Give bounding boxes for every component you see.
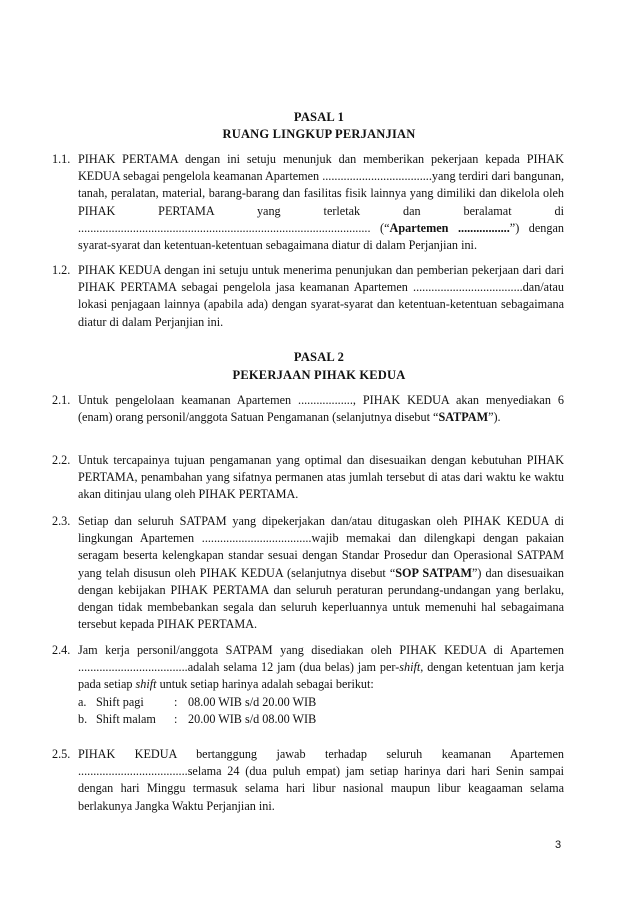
pasal-2-subtitle: PEKERJAAN PIHAK KEDUA <box>232 368 406 382</box>
clause-2-1 <box>52 392 564 426</box>
clause-text: PIHAK KEDUA dengan ini setuju untuk menerima penunjukan dan pemberian pekerjaan dari dari PIHAK PERTAMA sebagai pengelola jasa keamanan Apartemen ....................................dan/atau lokasi penjagaan lainnya (apabila ada) dengan syarat-syarat dan ketentuan-ketentuan sebagaimana diatur di dalam Perjanjian ini. <box>78 263 564 329</box>
clause-1-2 <box>52 262 564 331</box>
clause-text: PIHAK PERTAMA dengan ini setuju menunjuk dan memberikan pekerjaan kepada PIHAK KEDUA sebagai pengelola keamanan Apartemen ....................................yang terdiri dari bangunan, tanah, peralatan, material, barang-barang dan fasilitas fisik lainnya yang dimiliki dan dikelola oleh PIHAK PERTAMA yang terletak dan beralamat di ................................................................................................ (“Apartemen .................”) dengan syarat-syarat dan ketentuan-ketentuan sebagaimana diatur di dalam Perjanjian ini. <box>78 152 565 253</box>
clause-2-5 <box>52 746 564 815</box>
shift-row-night: b. Shift malam : 20.00 WIB s/d 08.00 WIB <box>78 711 317 726</box>
clause-number: 2.2. <box>52 453 71 467</box>
clause-text: Setiap dan seluruh SATPAM yang dipekerjakan dan/atau ditugaskan oleh PIHAK KEDUA di lingkungan Apartemen ....................................wajib memakai dan dilengkapi dengan pakaian seragam beserta kelengkapan standar sesuai dengan Standar Prosedur dan Operasional SATPAM yang telah disusun oleh PIHAK KEDUA (selanjutnya disebut “SOP SATPAM”) dan disesuaikan dengan kebijakan PIHAK PERTAMA dan seluruh peraturan perundang-undangan yang berlaku, dengan tidak membebankan segala dan seluruh keperluannya untuk memenuhi hal sebagaimana tersebut kepada PIHAK PERTAMA. <box>78 514 564 632</box>
clause-number: 2.5. <box>52 747 71 761</box>
clause-number: 2.3. <box>52 514 71 528</box>
page-number: 3 <box>555 839 562 851</box>
clause-1-1 <box>52 151 565 254</box>
pasal-1-title: PASAL 1 <box>293 110 345 124</box>
pasal-1-subtitle: RUANG LINGKUP PERJANJIAN <box>222 127 416 141</box>
clause-text: Untuk tercapainya tujuan pengamanan yang optimal dan disesuaikan dengan kebutuhan PIHAK PERTAMA, penambahan yang sifatnya permanen atas jumlah tersebut di atas dari waktu ke waktu akan ditinjau ulang oleh PIHAK PERTAMA. <box>78 453 564 502</box>
clause-number: 1.2. <box>52 263 71 277</box>
clause-text: Untuk pengelolaan keamanan Apartemen .................., PIHAK KEDUA akan menyediakan 6 (enam) orang personil/anggota Satuan Pengamanan (selanjutnya disebut “SATPAM”). <box>78 393 564 425</box>
clause-number: 1.1. <box>52 152 71 166</box>
pasal-2-title: PASAL 2 <box>293 350 345 364</box>
clause-number: 2.1. <box>52 393 71 407</box>
clause-number: 2.4. <box>52 643 71 657</box>
clause-text: Jam kerja personil/anggota SATPAM yang disediakan oleh PIHAK KEDUA di Apartemen ....................................adalah selama 12 jam (dua belas) jam per-shift, dengan ketentuan jam kerja pada setiap shift untuk setiap harinya adalah sebagai berikut: <box>78 643 565 692</box>
clause-text: PIHAK KEDUA bertanggung jawab terhadap seluruh keamanan Apartemen ....................................selama 24 (dua puluh empat) jam setiap harinya dari hari Senin sampai dengan hari Minggu termasuk selama hari libur nasional maupun libur keagaaman selama berlakunya Jangka Waktu Perjanjian ini. <box>78 747 564 813</box>
clause-2-3 <box>52 513 564 633</box>
clause-2-2 <box>52 452 564 504</box>
clause-2-4 <box>52 642 565 728</box>
shift-row-morning: a. Shift pagi : 08.00 WIB s/d 20.00 WIB <box>78 694 317 709</box>
